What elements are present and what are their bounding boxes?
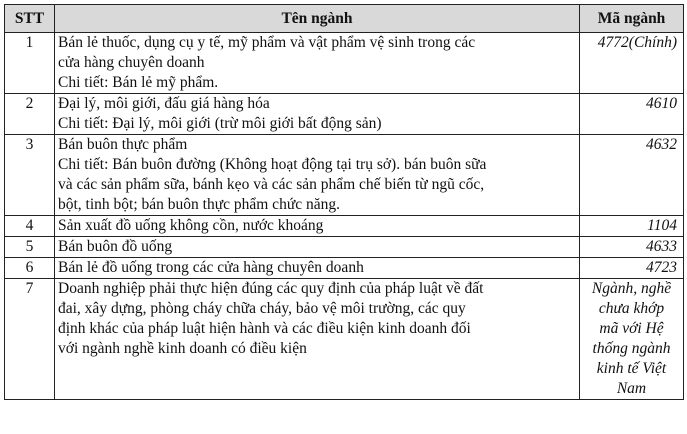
row-text-line: Chi tiết: Đại lý, môi giới (trừ môi giới bất động sản) (58, 115, 382, 132)
row-industry-code: 1104 (580, 216, 684, 237)
row-text-line: Bán buôn thực phẩm (58, 136, 188, 153)
row-industry-code: 4633 (580, 237, 684, 258)
code-note-line: thống ngành (592, 340, 671, 357)
row-stt: 2 (5, 94, 55, 135)
row-text-line: với ngành nghề kinh doanh có điều kiện (58, 340, 307, 357)
row-text-line: và các sản phẩm sữa, bánh kẹo và các sản phẩm chế biến từ ngũ cốc, (58, 176, 485, 193)
code-note-line: kinh tế Việt (596, 360, 667, 377)
code-note-line: Ngành, nghề (591, 280, 672, 297)
row-text-line: Doanh nghiệp phải thực hiện đúng các quy định của pháp luật về đất (58, 280, 484, 297)
row-industry-name (55, 237, 580, 258)
row-industry-code: 4610 (580, 94, 684, 135)
row-stt: 4 (5, 216, 55, 237)
row-industry-name (55, 135, 580, 216)
table-header-row (5, 5, 684, 33)
industry-code-document (4, 4, 684, 400)
row-stt: 7 (5, 279, 55, 400)
row-industry-code: 4723 (580, 258, 684, 279)
row-text-line: Chi tiết: Bán buôn đường (Không hoạt động tại trụ sở). bán buôn sữa (58, 156, 487, 173)
header-industry-name: Tên ngành (55, 5, 580, 33)
row-text-line: Đại lý, môi giới, đấu giá hàng hóa (58, 95, 270, 112)
row-industry-name (55, 33, 580, 94)
row-text-line: Sản xuất đồ uống không cồn, nước khoáng (58, 217, 324, 234)
table-row (5, 33, 684, 94)
code-note-line: mã với Hệ (599, 320, 664, 337)
row-stt: 6 (5, 258, 55, 279)
row-text-line: Bán buôn đồ uống (58, 238, 173, 255)
code-note-line: chưa khớp (598, 300, 665, 317)
row-industry-name (55, 216, 580, 237)
row-stt: 3 (5, 135, 55, 216)
row-stt: 1 (5, 33, 55, 94)
table-row (5, 216, 684, 237)
row-text-line: bột, tinh bột; bán buôn thực phẩm chức năng. (58, 196, 340, 213)
row-text-line: Bán lẻ đồ uống trong các cửa hàng chuyên doanh (58, 259, 364, 276)
table-row (5, 135, 684, 216)
row-industry-name (55, 258, 580, 279)
row-text-line: đai, xây dựng, phòng cháy chữa cháy, bảo vệ môi trường, các quy (58, 300, 466, 317)
row-text-line: Chi tiết: Bán lẻ mỹ phẩm. (58, 74, 219, 91)
table-row (5, 258, 684, 279)
table-row (5, 279, 684, 400)
row-text-line: cửa hàng chuyên doanh (58, 54, 205, 71)
industry-table (4, 4, 684, 400)
row-stt: 5 (5, 237, 55, 258)
row-industry-code-note (580, 279, 684, 400)
row-text-line: Bán lẻ thuốc, dụng cụ y tế, mỹ phẩm và vật phẩm vệ sinh trong các (58, 34, 476, 51)
header-industry-code: Mã ngành (580, 5, 684, 33)
table-row (5, 94, 684, 135)
table-row (5, 237, 684, 258)
row-industry-code: 4632 (580, 135, 684, 216)
header-stt: STT (5, 5, 55, 33)
row-industry-name (55, 279, 580, 400)
code-note-line: Nam (616, 380, 647, 397)
row-industry-code: 4772(Chính) (580, 33, 684, 94)
row-industry-name (55, 94, 580, 135)
row-text-line: định khác của pháp luật hiện hành và các điều kiện kinh doanh đối (58, 320, 471, 337)
